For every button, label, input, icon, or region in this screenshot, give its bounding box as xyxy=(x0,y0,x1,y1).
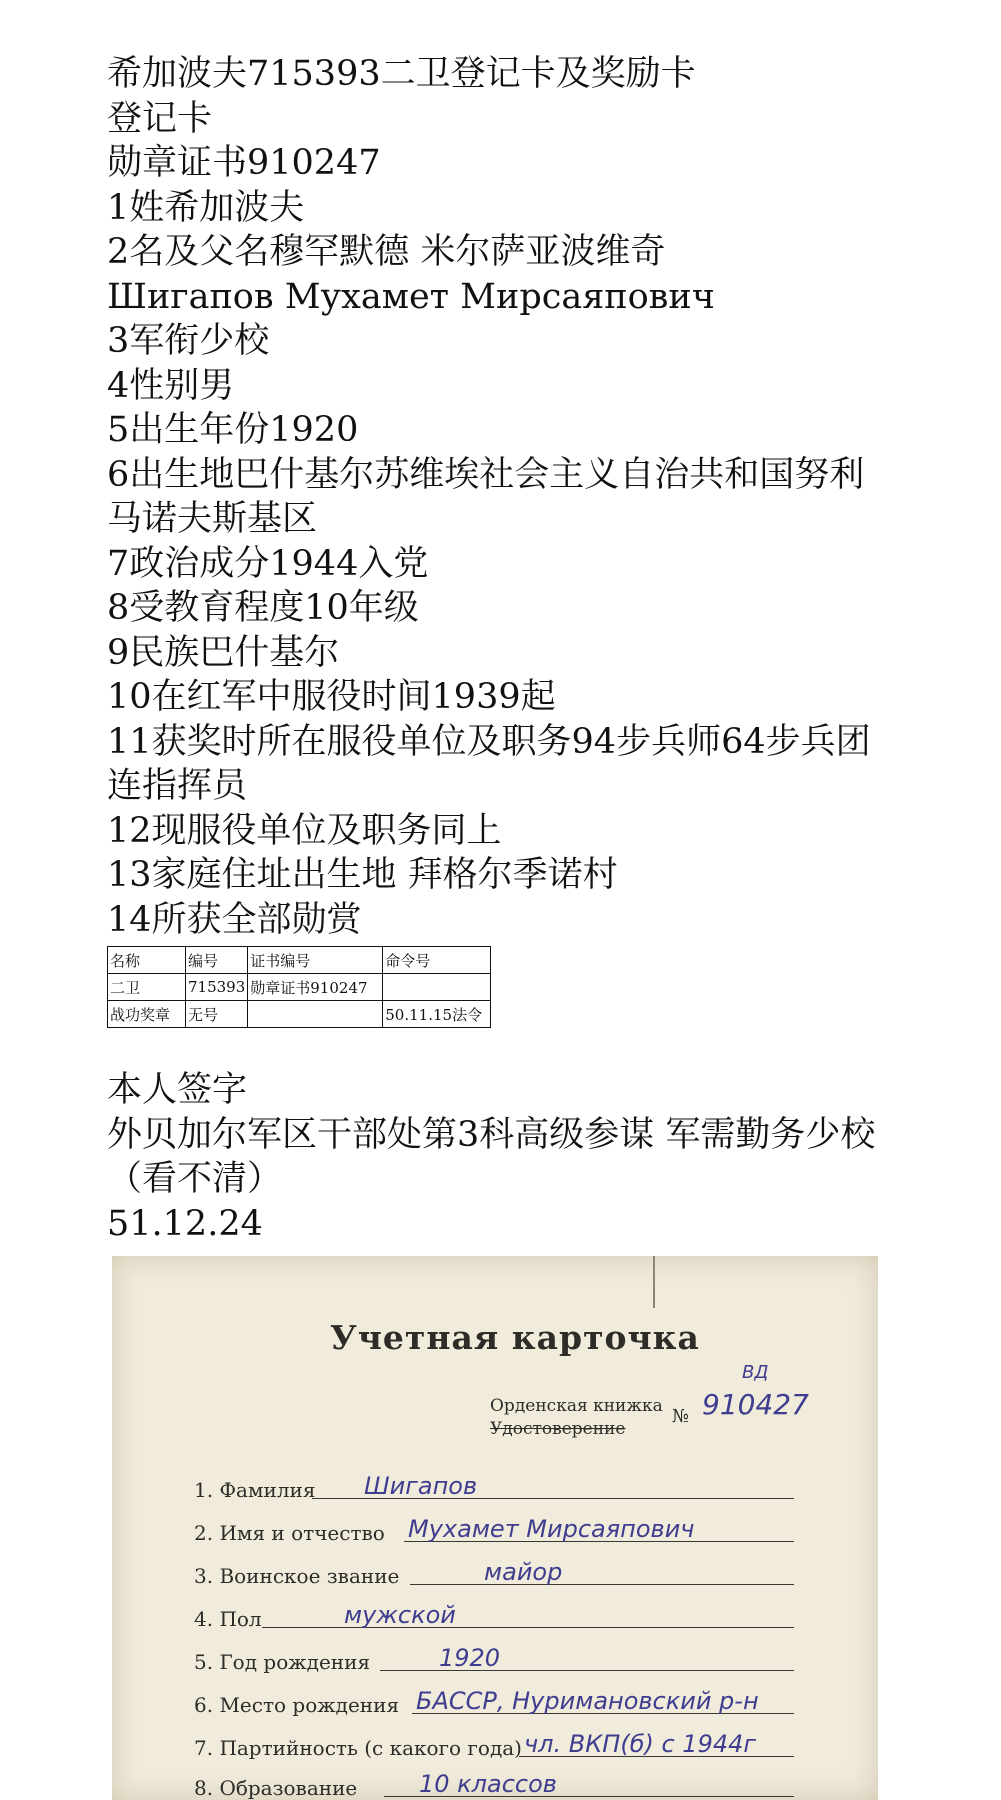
card-row xyxy=(194,1466,794,1502)
certificate-label: Удостоверение xyxy=(490,1419,626,1439)
spacer xyxy=(107,1028,887,1068)
card-title: Учетная карточка xyxy=(330,1318,700,1357)
document-body xyxy=(107,52,887,1246)
field-rank: 3军衔少校 xyxy=(107,321,270,361)
awards-table xyxy=(107,946,491,1028)
table-cell: 715393 xyxy=(186,974,248,1001)
table-cell xyxy=(248,1001,383,1028)
field-education: 8受教育程度10年级 xyxy=(107,588,419,628)
handwritten-series: ВД xyxy=(742,1362,769,1383)
field-service-start: 10在红军中服役时间1939起 xyxy=(107,677,556,717)
card-row xyxy=(194,1681,794,1717)
table-header-cell: 编号 xyxy=(186,947,248,974)
section-heading: 登记卡 xyxy=(107,98,213,139)
signer-title: 外贝加尔军区干部处第3科高级参谋 军需勤务少校 （看不清） xyxy=(107,1114,876,1199)
card-field-label: 4. Пол xyxy=(194,1607,262,1631)
fill-line xyxy=(410,1584,794,1585)
card-field-value: 1920 xyxy=(439,1644,501,1672)
signature-label: 本人签字 xyxy=(107,1070,248,1110)
table-cell: 无号 xyxy=(186,1001,248,1028)
card-field-value: Шигапов xyxy=(364,1472,478,1500)
field-name-patronymic: 2名及父名穆罕默德 米尔萨亚波维奇 xyxy=(107,232,666,272)
handwritten-book-number: 910427 xyxy=(702,1388,809,1421)
card-row xyxy=(194,1724,794,1760)
table-header-cell: 名称 xyxy=(108,947,186,974)
field-surname: 1姓希加波夫 xyxy=(107,187,305,228)
card-field-value: БАССР, Нуримановский р-н xyxy=(416,1687,759,1715)
table-row xyxy=(108,1001,491,1028)
field-awards-heading: 14所获全部勋赏 xyxy=(107,899,362,940)
number-sign: № xyxy=(672,1406,690,1427)
table-cell: 二卫 xyxy=(108,974,186,1001)
card-row xyxy=(194,1595,794,1631)
card-row xyxy=(194,1509,794,1545)
certificate-line: 勋章证书910247 xyxy=(107,143,381,183)
field-nationality: 9民族巴什基尔 xyxy=(107,632,340,673)
signature-date: 51.12.24 xyxy=(107,1203,263,1244)
card-field-value: мужской xyxy=(344,1601,456,1629)
card-field-label: 2. Имя и отчество xyxy=(194,1521,385,1545)
table-cell: 勋章证书910247 xyxy=(248,974,383,1001)
book-label: Орденская книжка xyxy=(490,1396,663,1416)
table-cell: 战功奖章 xyxy=(108,1001,186,1028)
card-field-label: 3. Воинское звание xyxy=(194,1564,400,1588)
card-field-value: 10 классов xyxy=(419,1770,557,1798)
field-party: 7政治成分1944入党 xyxy=(107,543,429,584)
card-field-label: 6. Место рождения xyxy=(194,1693,400,1717)
fill-line xyxy=(262,1627,794,1628)
fold-mark xyxy=(653,1256,655,1308)
card-field-label: 5. Год рождения xyxy=(194,1650,371,1674)
table-cell: 50.11.15法令 xyxy=(383,1001,491,1028)
card-field-label: 8. Образование xyxy=(194,1776,358,1800)
table-header-row xyxy=(108,947,491,974)
table-row xyxy=(108,974,491,1001)
field-birth-year: 5出生年份1920 xyxy=(107,410,359,450)
field-sex: 4性别男 xyxy=(107,365,235,406)
card-row xyxy=(194,1552,794,1588)
field-unit-at-award: 11获奖时所在服役单位及职务94步兵师64步兵团连指挥员 xyxy=(107,721,871,806)
card-field-value: Мухамет Мирсаяпович xyxy=(408,1515,695,1543)
table-header-cell: 命令号 xyxy=(383,947,491,974)
field-home-address: 13家庭住址出生地 拜格尔季诺村 xyxy=(107,855,618,895)
field-russian-name: Шигапов Мухамет Мирсаяпович xyxy=(107,276,715,317)
card-field-value: чл. ВКП(б) с 1944г xyxy=(524,1730,756,1758)
card-row xyxy=(194,1764,794,1800)
field-current-unit: 12现服役单位及职务同上 xyxy=(107,810,502,851)
card-field-value: майор xyxy=(484,1558,563,1586)
card-row xyxy=(194,1638,794,1674)
doc-title: 希加波夫715393二卫登记卡及奖励卡 xyxy=(107,54,696,94)
field-birthplace: 6出生地巴什基尔苏维埃社会主义自治共和国努利马诺夫斯基区 xyxy=(107,454,865,539)
scanned-registration-card xyxy=(112,1256,878,1800)
card-field-label: 7. Партийность (с какого года) xyxy=(194,1736,522,1760)
card-field-label: 1. Фамилия xyxy=(194,1478,316,1502)
table-header-cell: 证书编号 xyxy=(248,947,383,974)
table-cell xyxy=(383,974,491,1001)
